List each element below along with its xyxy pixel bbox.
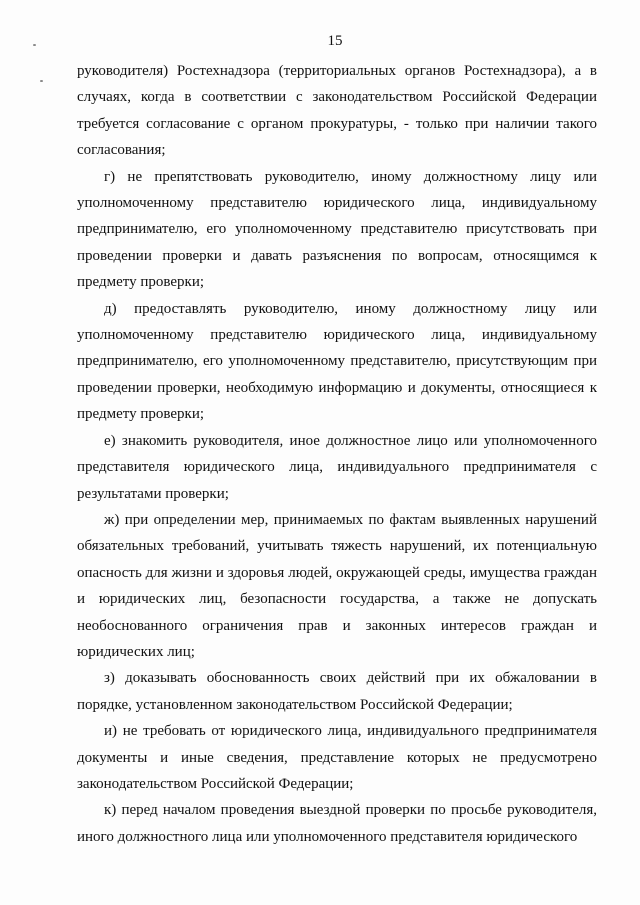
paragraph-z: з) доказывать обоснованность своих действий при их обжаловании в порядке, установленном законодательством Российской Федерации; (77, 670, 597, 713)
page-number: 15 (327, 33, 343, 49)
paragraph-continuation: руководителя) Ростехнадзора (территориальных органов Ростехнадзора), а в случаях, когда в соответствии с законодательством Российской Федерации требуется согласование с органом прокуратуры, - только при наличии такого согласования; (77, 63, 597, 159)
paragraph-zh: ж) при определении мер, принимаемых по фактам выявленных нарушений обязательных требований, учитывать тяжесть нарушений, их потенциальную опасность для жизни и здоровья людей, окружающей среды, имущества граждан и юридических лиц, безопасности государства, а также не допускать необоснованного ограничения прав и законных интересов граждан и юридических лиц; (77, 511, 597, 660)
paragraph-i: и) не требовать от юридического лица, индивидуального предпринимателя документы и иные сведения, представление которых не предусмотрено законодательством Российской Федерации; (77, 723, 597, 792)
paragraph-e: е) знакомить руководителя, иное должностное лицо или уполномоченного представителя юридического лица, индивидуального предпринимателя с результатами проверки; (77, 432, 597, 502)
paragraph-d: д) предоставлять руководителю, иному должностному лицу или уполномоченному представителю юридического лица, индивидуальному предпринимателю, его уполномоченному представителю, присутствующим при проведении проверки, необходимую информацию и документы, относящиеся к предмету проверки; (77, 300, 597, 423)
scan-speck (40, 80, 43, 82)
paragraph-k: к) перед началом проведения выездной проверки по просьбе руководителя, иного должностного лица или уполномоченного представителя юридического (77, 802, 597, 845)
paragraph-g: г) не препятствовать руководителю, иному должностному лицу или уполномоченному представителю юридического лица, индивидуальному предпринимателю, его уполномоченному представителю присутствовать при проведении проверки и давать разъяснения по вопросам, относящимся к предмету проверки; (77, 168, 597, 291)
document-body (77, 58, 597, 850)
scan-speck (33, 44, 36, 46)
